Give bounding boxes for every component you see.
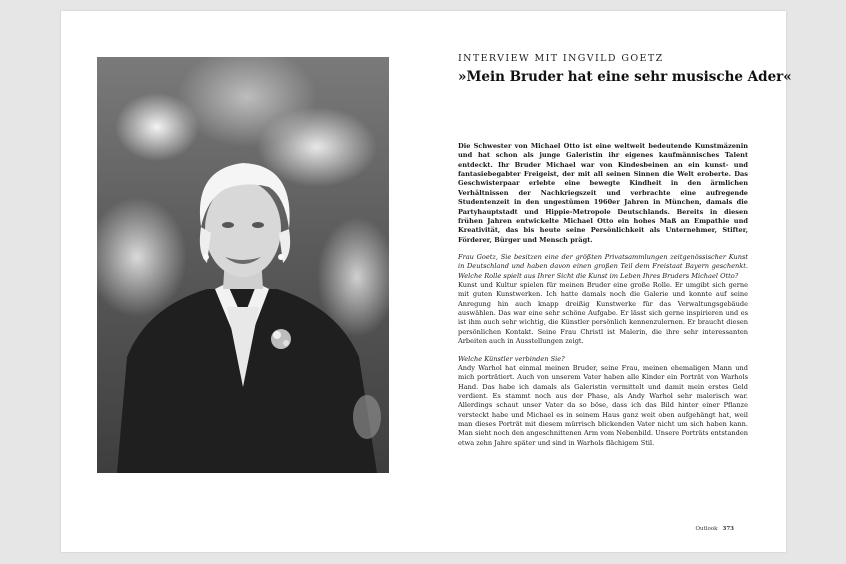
question-1: Frau Goetz, Sie besitzen eine der größten Privatsammlungen zeitgenössischer Kunst in Deutschland und haben davon einen großen Teil dem Freistaat Bayern geschenkt. Welche Rolle spielt aus Ihrer Sicht die Kunst im Leben Ihres Bruders Michael Otto? [458,252,748,280]
article-headline: »Mein Bruder hat eine sehr musische Ader« [458,69,792,85]
intro-paragraph: Die Schwester von Michael Otto ist eine weltweit bedeutende Kunstmäzenin und hat schon als junge Galeristin ihr eigenes kaufmännisches Talent entdeckt. Ihr Bruder Michael war von Kindesbeinen an ein kunst- und fantasiebegabter Freigeist, der mit all seinen Sinnen die Welt eroberte. Das Geschwisterpaar erlebte eine bewegte Kindheit in den ärmlichen Verhältnissen der Nachkriegszeit und verbrachte eine aufregende Studentenzeit in den ungestümen 1960er Jahren in München, damals die Partyhauptstadt und Hippie-Metropole Deutschlands. Bereits in diesen frühen Jahren entwickelte Michael Otto ein hohes Maß an Empathie und Kreativität, das bis heute seine Persönlichkeit als Unternehmer, Stifter, Förderer, Bürger und Mensch prägt. [458,142,748,244]
question-2: Welche Künstler verbinden Sie? [458,354,565,363]
magazine-spread [61,11,792,552]
portrait-illustration [97,57,389,473]
interview-kicker: INTERVIEW MIT INGVILD GOETZ [458,53,664,64]
page-number: 373 [722,526,734,532]
section-name: Outlook [695,526,718,532]
portrait-photo [97,57,389,473]
answer-2: Andy Warhol hat einmal meinen Bruder, seine Frau, meinen ehemaligen Mann und mich porträtiert. Auch von unserem Vater haben alle Kinder ein Porträt von Warhols Hand. Das habe ich damals als Galeristin vermittelt und damit mein erstes Geld verdient. Es stammt noch aus der Phase, als Andy Warhol sehr malerisch war. Allerdings schaut unser Vater da so böse, dass ich das Bild hinter einer Pflanze versteckt habe und Michael es in seinem Haus ganz weit oben aufgehängt hat, weil man dieses Porträt mit diesem mürrisch blickenden Vater nicht um sich haben kann. Man sieht noch den angeschnittenen Arm vom Nebenbild. Unsere Porträts entstanden etwa zehn Jahre später und sind in Warhols flächigem Stil. [458,363,748,447]
answer-1: Kunst und Kultur spielen für meinen Bruder eine große Rolle. Er umgibt sich gerne mit guten Kunstwerken. Ich hatte damals noch die Galerie und konnte auf seine Anregung hin auch knapp dreißig Kunstwerke für das Verwaltungsgebäude auswählen. Das war eine sehr schöne Aufgabe. Er lässt sich gerne inspirieren und es ist ihm auch sehr wichtig, die Künstler persönlich kennenzulernen. Er braucht diesen persönlichen Kontakt. Seine Frau Christl ist Malerin, die ihre sehr interessanten Arbeiten auch in Ausstellungen zeigt. [458,281,748,346]
page-folio [696,526,734,532]
article-body [458,142,748,448]
